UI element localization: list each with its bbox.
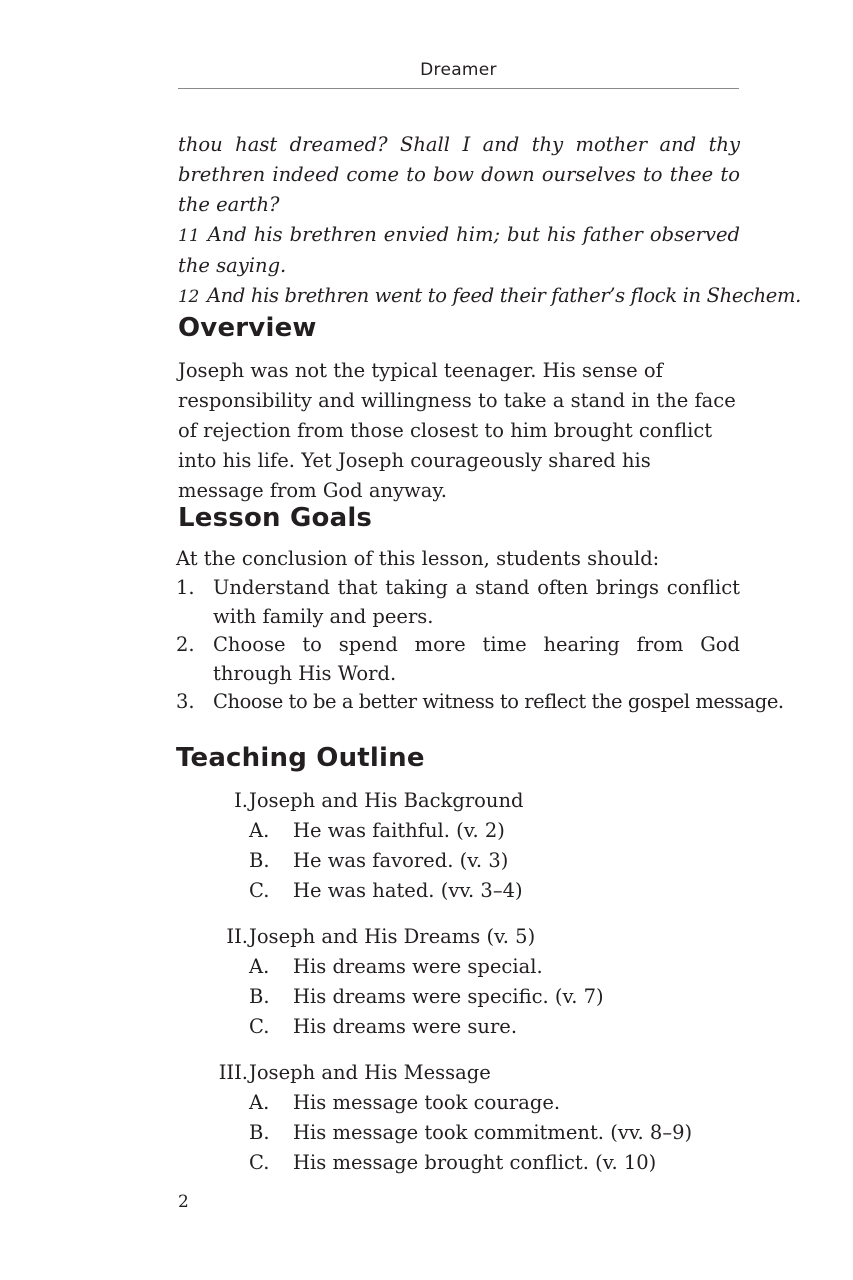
header-rule [178,88,739,89]
overview-heading: Overview [178,313,317,343]
sub-point-letter: C. [249,879,270,902]
lesson-goals-list [176,574,784,717]
outline-sub-point [178,846,740,876]
goal-text: Choose to be a better witness to reflect the gospel message. [213,690,784,713]
sub-point-letter: C. [249,1015,270,1038]
main-point-title: Joseph and His Message [249,1061,491,1084]
sub-point-letter: B. [249,1121,270,1144]
sub-point-text: He was faithful. (v. 2) [293,819,505,842]
verse-number: 12 [178,287,199,307]
sub-point-text: His message brought conflict. (v. 10) [293,1151,657,1174]
main-point-title: Joseph and His Dreams (v. 5) [249,925,536,948]
verse-text: And his brethren went to feed their father’s flock in Shechem. [206,284,801,307]
running-header-title: Dreamer [420,60,497,80]
roman-numeral: III. [218,1061,248,1084]
sub-point-letter: A. [249,1091,270,1114]
sub-point-letter: C. [249,1151,270,1174]
outline-main-point [178,922,740,952]
scripture-passage [178,130,801,312]
outline-sub-point [178,982,740,1012]
scripture-verse [178,281,801,312]
roman-numeral: II. [226,925,248,948]
outline-section [178,922,740,1042]
list-item [176,688,784,717]
goal-text: Understand that taking a stand often brings conflict with family and peers. [213,576,740,628]
sub-point-letter: B. [249,849,270,872]
goal-number: 3. [176,690,195,713]
lesson-goals-intro: At the conclusion of this lesson, students should: [176,547,660,570]
sub-point-text: He was hated. (vv. 3–4) [293,879,523,902]
main-point-title: Joseph and His Background [249,789,524,812]
scripture-verse [178,220,740,281]
overview-paragraph: Joseph was not the typical teenager. His sense of responsibility and willingness to take a stand in the face of rejection from those closest to him brought conflict into his life. Yet Joseph courageously shared his message from God anyway. [178,359,736,502]
sub-point-text: His message took commitment. (vv. 8–9) [293,1121,693,1144]
list-item [176,631,740,688]
sub-point-text: He was favored. (v. 3) [293,849,509,872]
outline-sub-point [178,952,740,982]
goal-number: 1. [176,576,195,599]
goal-number: 2. [176,633,195,656]
verse-text: And his brethren envied him; but his father observed the saying. [178,223,740,277]
sub-point-text: His dreams were specific. (v. 7) [293,985,604,1008]
list-item [176,574,740,631]
outline-sub-point [178,1088,740,1118]
outline-sub-point [178,1012,740,1042]
lesson-goals-heading: Lesson Goals [178,503,373,533]
outline-sub-point [178,1148,740,1178]
outline-sub-point [178,876,740,906]
page-number: 2 [178,1192,189,1212]
outline-main-point [178,786,740,816]
sub-point-letter: B. [249,985,270,1008]
teaching-outline-heading: Teaching Outline [176,743,425,773]
outline-main-point [178,1058,740,1088]
outline-sub-point [178,1118,740,1148]
sub-point-letter: A. [249,955,270,978]
verse-number: 11 [178,226,200,246]
outline-section [178,1058,740,1178]
outline-section [178,786,740,906]
scripture-continuation: thou hast dreamed? Shall I and thy mother and thy brethren indeed come to bow down ourselves to thee to the earth? [178,133,740,216]
sub-point-letter: A. [249,819,270,842]
roman-numeral: I. [234,789,248,812]
sub-point-text: His message took courage. [293,1091,561,1114]
sub-point-text: His dreams were special. [293,955,543,978]
outline-sub-point [178,816,740,846]
goal-text: Choose to spend more time hearing from God through His Word. [213,633,740,685]
sub-point-text: His dreams were sure. [293,1015,518,1038]
